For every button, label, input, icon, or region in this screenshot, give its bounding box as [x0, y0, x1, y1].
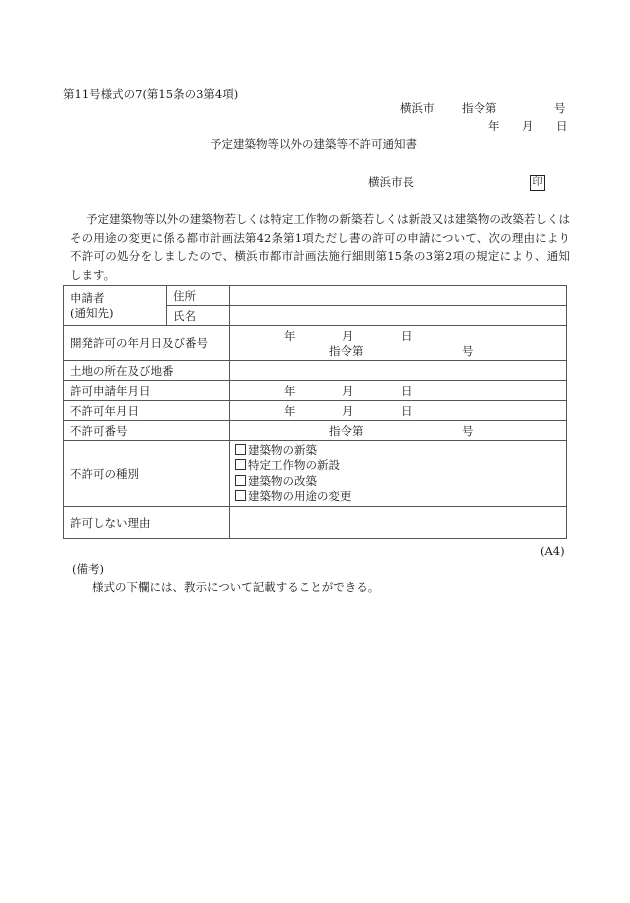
- option-rebuild: [235, 474, 560, 490]
- deny-number-shiteidai: 指令第: [329, 424, 364, 438]
- dev-permit-number: [236, 343, 560, 358]
- checkbox-icon: [235, 459, 246, 470]
- option-label: 建築物の用途の変更: [248, 489, 352, 503]
- body-text: 予定建築物等以外の建築物若しくは特定工作物の新築若しくは新設又は建築物の改築若しくはその用途の変更に係る都市計画法第42条第1項ただし書の許可の申請について、次の理由により不許可の処分をしましたので、横浜市都市計画法施行細則第15条の3第2項の規定により、通知します。: [70, 212, 570, 282]
- dev-permit-nen: 年: [284, 329, 296, 343]
- deny-number-value: [230, 421, 567, 441]
- deny-date-value: [230, 401, 567, 421]
- notes-heading: (備考): [72, 562, 104, 576]
- applicant-label: 申請者: [70, 290, 105, 305]
- row-dev-permit: [64, 326, 567, 361]
- dev-permit-go: 号: [462, 344, 474, 358]
- land-label: 土地の所在及び地番: [64, 361, 230, 381]
- seal-mark: 印: [530, 175, 545, 191]
- land-value: [230, 361, 567, 381]
- option-use-change: [235, 489, 560, 505]
- dev-permit-label: 開発許可の年月日及び番号: [64, 326, 230, 361]
- address-value: [230, 286, 567, 306]
- header-shiteidai: 指令第: [462, 101, 497, 115]
- applicant-cell: [64, 286, 167, 326]
- dev-permit-shiteidai: 指令第: [329, 344, 364, 358]
- apply-date-tsuki: 月: [342, 384, 354, 398]
- dev-permit-value: [230, 326, 567, 361]
- row-address: [64, 286, 567, 306]
- header-hi: 日: [556, 119, 568, 133]
- notes-text: 様式の下欄には、教示について記載することができる。: [92, 580, 380, 594]
- deny-date-line: [236, 403, 560, 418]
- option-label: 建築物の新築: [248, 442, 317, 457]
- row-deny-date: [64, 401, 567, 421]
- checkbox-icon: [235, 444, 246, 455]
- document-title: 予定建築物等以外の建築等不許可通知書: [210, 137, 417, 151]
- option-label: 特定工作物の新設: [248, 458, 340, 472]
- option-label: 建築物の改築: [248, 473, 317, 488]
- checkbox-icon: [235, 490, 246, 501]
- apply-date-line: [236, 383, 560, 398]
- deny-number-label: 不許可番号: [64, 421, 230, 441]
- row-apply-date: [64, 381, 567, 401]
- option-new-building: [235, 443, 560, 459]
- deny-number-line: [236, 423, 560, 438]
- name-label: 氏名: [167, 306, 230, 326]
- issuer-name: 横浜市長: [368, 175, 414, 189]
- deny-date-hi: 日: [401, 404, 413, 418]
- paper-size: (A4): [540, 544, 565, 558]
- header-nen: 年: [488, 119, 500, 133]
- name-value: [230, 306, 567, 326]
- row-deny-type: [64, 441, 567, 507]
- dev-permit-date: [236, 328, 560, 343]
- deny-date-tsuki: 月: [342, 404, 354, 418]
- address-label: 住所: [167, 286, 230, 306]
- deny-date-nen: 年: [284, 404, 296, 418]
- dev-permit-hi: 日: [401, 329, 413, 343]
- option-new-structure: [235, 458, 560, 474]
- form-number: 第11号様式の7(第15条の3第4項): [63, 87, 239, 101]
- reason-label: 許可しない理由: [64, 507, 230, 539]
- dev-permit-tsuki: 月: [342, 329, 354, 343]
- deny-date-label: 不許可年月日: [64, 401, 230, 421]
- deny-type-label: 不許可の種別: [64, 441, 230, 507]
- header-city: 横浜市: [400, 101, 435, 115]
- apply-date-hi: 日: [401, 384, 413, 398]
- row-deny-number: [64, 421, 567, 441]
- apply-date-nen: 年: [284, 384, 296, 398]
- application-table: [63, 285, 567, 539]
- applicant-sublabel: (通知先): [70, 305, 114, 320]
- deny-number-go: 号: [462, 424, 474, 438]
- row-reason: [64, 507, 567, 539]
- apply-date-value: [230, 381, 567, 401]
- row-land: [64, 361, 567, 381]
- deny-type-options: [230, 441, 567, 507]
- header-tsuki: 月: [522, 119, 534, 133]
- reason-value: [230, 507, 567, 539]
- apply-date-label: 許可申請年月日: [64, 381, 230, 401]
- header-go: 号: [554, 101, 566, 115]
- issuer-seal: [530, 174, 545, 191]
- checkbox-icon: [235, 475, 246, 486]
